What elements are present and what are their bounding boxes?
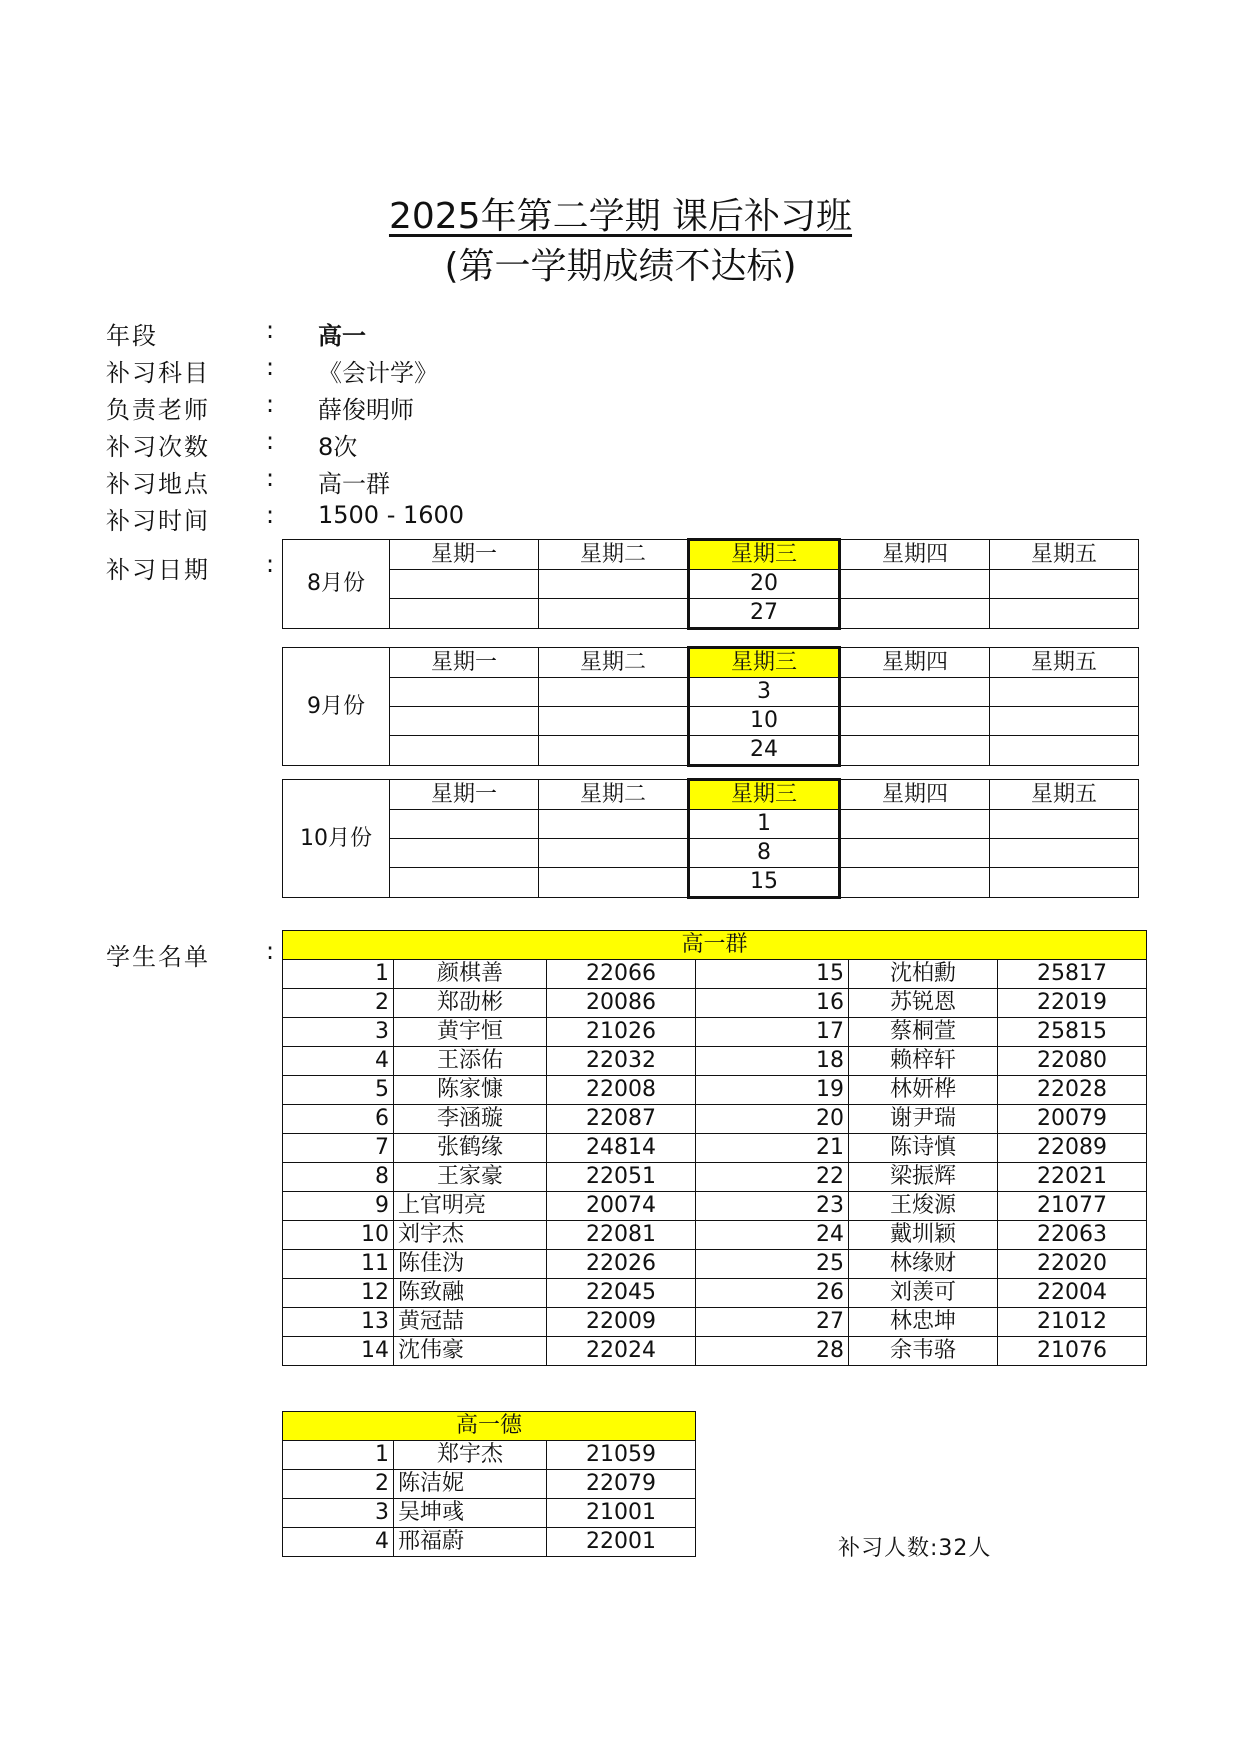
date-row xyxy=(283,810,1139,839)
student-id: 21077 xyxy=(998,1192,1147,1221)
student-name: 梁振辉 xyxy=(849,1163,998,1192)
student-id: 24814 xyxy=(547,1134,696,1163)
student-name: 陈洁妮 xyxy=(394,1470,547,1499)
student-name: 苏锐恩 xyxy=(849,989,998,1018)
info-value: 《会计学》 xyxy=(318,359,438,387)
student-number: 25 xyxy=(696,1250,849,1279)
empty-cell xyxy=(539,707,689,736)
empty-cell xyxy=(390,810,539,839)
date-row xyxy=(283,678,1139,707)
schedule-label: 补习日期 xyxy=(106,556,210,584)
empty-cell xyxy=(539,810,689,839)
empty-cell xyxy=(539,599,689,629)
student-id: 20079 xyxy=(998,1105,1147,1134)
table-row xyxy=(283,989,1147,1018)
date-row xyxy=(283,570,1139,599)
weekday-header: 星期四 xyxy=(840,780,990,810)
student-number: 5 xyxy=(283,1076,394,1105)
student-id: 22008 xyxy=(547,1076,696,1105)
student-number: 21 xyxy=(696,1134,849,1163)
student-id: 22080 xyxy=(998,1047,1147,1076)
empty-cell xyxy=(539,839,689,868)
student-id: 20086 xyxy=(547,989,696,1018)
student-name: 陈家慷 xyxy=(394,1076,547,1105)
table-row xyxy=(283,1441,696,1470)
colon: : xyxy=(266,353,275,381)
student-number: 11 xyxy=(283,1250,394,1279)
student-name: 余韦骆 xyxy=(849,1337,998,1366)
table-row xyxy=(283,1134,1147,1163)
info-value: 8次 xyxy=(318,433,358,461)
table-row xyxy=(283,960,1147,989)
table-row xyxy=(283,1250,1147,1279)
student-id: 22051 xyxy=(547,1163,696,1192)
student-id: 22024 xyxy=(547,1337,696,1366)
weekday-header: 星期五 xyxy=(990,648,1139,678)
student-name: 王焌源 xyxy=(849,1192,998,1221)
info-label: 补习科目 xyxy=(106,359,210,387)
empty-cell xyxy=(539,570,689,599)
table-row xyxy=(283,1470,696,1499)
table-row xyxy=(283,1221,1147,1250)
weekday-header: 星期一 xyxy=(390,780,539,810)
date-row xyxy=(283,599,1139,629)
info-label: 补习时间 xyxy=(106,507,210,535)
info-value: 薛俊明师 xyxy=(318,396,414,424)
date-row xyxy=(283,707,1139,736)
info-value: 1500 - 1600 xyxy=(318,501,465,529)
empty-cell xyxy=(390,707,539,736)
weekday-header: 星期一 xyxy=(390,540,539,570)
student-id: 21001 xyxy=(547,1499,696,1528)
schedule-table-month xyxy=(282,646,1139,767)
empty-cell xyxy=(990,678,1139,707)
student-id: 22020 xyxy=(998,1250,1147,1279)
empty-cell xyxy=(390,570,539,599)
student-name: 王家豪 xyxy=(394,1163,547,1192)
group-name: 高一群 xyxy=(283,931,1147,960)
student-name: 沈柏勳 xyxy=(849,960,998,989)
empty-cell xyxy=(990,599,1139,629)
weekday-header: 星期三 xyxy=(689,540,840,570)
weekday-header: 星期二 xyxy=(539,780,689,810)
table-row xyxy=(283,1076,1147,1105)
empty-cell xyxy=(539,736,689,766)
empty-cell xyxy=(840,868,990,898)
page-subtitle: (第一学期成绩不达标) xyxy=(444,246,797,287)
weekday-row xyxy=(283,780,1139,810)
student-number: 8 xyxy=(283,1163,394,1192)
info-label: 补习次数 xyxy=(106,433,210,461)
session-date: 20 xyxy=(689,570,840,599)
empty-cell xyxy=(840,810,990,839)
session-date: 24 xyxy=(689,736,840,766)
student-number: 18 xyxy=(696,1047,849,1076)
empty-cell xyxy=(390,736,539,766)
empty-cell xyxy=(840,678,990,707)
student-name: 沈伟豪 xyxy=(394,1337,547,1366)
student-id: 21026 xyxy=(547,1018,696,1047)
table-row xyxy=(283,1047,1147,1076)
info-label: 年段 xyxy=(106,322,158,350)
weekday-row xyxy=(283,540,1139,570)
info-value: 高一群 xyxy=(318,470,390,498)
student-number: 20 xyxy=(696,1105,849,1134)
student-number: 4 xyxy=(283,1047,394,1076)
date-row xyxy=(283,839,1139,868)
student-name: 黄冠喆 xyxy=(394,1308,547,1337)
weekday-header: 星期二 xyxy=(539,540,689,570)
table-row xyxy=(283,1499,696,1528)
student-id: 25817 xyxy=(998,960,1147,989)
student-number: 26 xyxy=(696,1279,849,1308)
student-id: 22066 xyxy=(547,960,696,989)
weekday-header: 星期二 xyxy=(539,648,689,678)
student-name: 蔡桐萱 xyxy=(849,1018,998,1047)
empty-cell xyxy=(990,736,1139,766)
empty-cell xyxy=(990,570,1139,599)
student-number: 7 xyxy=(283,1134,394,1163)
page-title xyxy=(0,188,1241,239)
table-row xyxy=(283,1308,1147,1337)
student-name: 戴圳颖 xyxy=(849,1221,998,1250)
date-row xyxy=(283,868,1139,898)
student-number: 6 xyxy=(283,1105,394,1134)
student-name: 李涵璇 xyxy=(394,1105,547,1134)
session-date: 1 xyxy=(689,810,840,839)
group-header-row xyxy=(283,1412,696,1441)
student-number: 16 xyxy=(696,989,849,1018)
weekday-header: 星期一 xyxy=(390,648,539,678)
empty-cell xyxy=(840,570,990,599)
student-number: 2 xyxy=(283,989,394,1018)
weekday-header: 星期五 xyxy=(990,780,1139,810)
student-id: 25815 xyxy=(998,1018,1147,1047)
student-name: 赖梓轩 xyxy=(849,1047,998,1076)
student-name: 黄宇恒 xyxy=(394,1018,547,1047)
student-number: 23 xyxy=(696,1192,849,1221)
session-date: 15 xyxy=(689,868,840,898)
student-table-group2 xyxy=(282,1411,696,1557)
student-number: 3 xyxy=(283,1499,394,1528)
student-id: 21076 xyxy=(998,1337,1147,1366)
empty-cell xyxy=(390,678,539,707)
empty-cell xyxy=(840,839,990,868)
student-number: 10 xyxy=(283,1221,394,1250)
weekday-header: 星期三 xyxy=(689,648,840,678)
weekday-header: 星期四 xyxy=(840,648,990,678)
student-number: 24 xyxy=(696,1221,849,1250)
colon: : xyxy=(266,316,275,344)
student-number: 22 xyxy=(696,1163,849,1192)
student-name: 上官明亮 xyxy=(394,1192,547,1221)
student-name: 王添佑 xyxy=(394,1047,547,1076)
student-number: 19 xyxy=(696,1076,849,1105)
student-number: 13 xyxy=(283,1308,394,1337)
info-label: 负责老师 xyxy=(106,396,210,424)
student-number: 28 xyxy=(696,1337,849,1366)
empty-cell xyxy=(840,736,990,766)
empty-cell xyxy=(390,839,539,868)
student-number: 1 xyxy=(283,960,394,989)
colon: : xyxy=(266,464,275,492)
empty-cell xyxy=(990,868,1139,898)
month-label: 10月份 xyxy=(283,780,390,898)
empty-cell xyxy=(840,599,990,629)
weekday-header: 星期四 xyxy=(840,540,990,570)
student-name: 张鹤缘 xyxy=(394,1134,547,1163)
student-name: 颜棋善 xyxy=(394,960,547,989)
empty-cell xyxy=(990,707,1139,736)
empty-cell xyxy=(390,599,539,629)
student-id: 22026 xyxy=(547,1250,696,1279)
colon: : xyxy=(266,937,275,965)
student-id: 22009 xyxy=(547,1308,696,1337)
student-number: 3 xyxy=(283,1018,394,1047)
title-line1: 2025年第二学期 课后补习班 xyxy=(388,196,853,237)
student-id: 22001 xyxy=(547,1528,696,1557)
student-id: 22089 xyxy=(998,1134,1147,1163)
session-date: 10 xyxy=(689,707,840,736)
empty-cell xyxy=(990,839,1139,868)
student-number: 12 xyxy=(283,1279,394,1308)
empty-cell xyxy=(539,868,689,898)
student-name: 郑劭彬 xyxy=(394,989,547,1018)
table-row xyxy=(283,1279,1147,1308)
student-id: 21059 xyxy=(547,1441,696,1470)
student-id: 22021 xyxy=(998,1163,1147,1192)
student-number: 1 xyxy=(283,1441,394,1470)
student-name: 刘宇杰 xyxy=(394,1221,547,1250)
student-name: 谢尹瑞 xyxy=(849,1105,998,1134)
student-number: 2 xyxy=(283,1470,394,1499)
schedule-table-month xyxy=(282,778,1139,899)
student-id: 22079 xyxy=(547,1470,696,1499)
student-id: 21012 xyxy=(998,1308,1147,1337)
schedule-table-month xyxy=(282,538,1139,630)
student-id: 22045 xyxy=(547,1279,696,1308)
student-number: 15 xyxy=(696,960,849,989)
group-header-row xyxy=(283,931,1147,960)
empty-cell xyxy=(390,868,539,898)
colon: : xyxy=(266,390,275,418)
empty-cell xyxy=(539,678,689,707)
student-id: 22028 xyxy=(998,1076,1147,1105)
table-row xyxy=(283,1018,1147,1047)
student-name: 陈诗慎 xyxy=(849,1134,998,1163)
weekday-header: 星期五 xyxy=(990,540,1139,570)
student-id: 22063 xyxy=(998,1221,1147,1250)
student-id: 22032 xyxy=(547,1047,696,1076)
table-row xyxy=(283,1105,1147,1134)
student-name: 郑宇杰 xyxy=(394,1441,547,1470)
date-row xyxy=(283,736,1139,766)
student-name: 林妍桦 xyxy=(849,1076,998,1105)
student-name: 邢福蔚 xyxy=(394,1528,547,1557)
group-name: 高一德 xyxy=(283,1412,696,1441)
empty-cell xyxy=(840,707,990,736)
weekday-header: 星期三 xyxy=(689,780,840,810)
session-date: 27 xyxy=(689,599,840,629)
student-id: 20074 xyxy=(547,1192,696,1221)
table-row xyxy=(283,1337,1147,1366)
weekday-row xyxy=(283,648,1139,678)
student-count: 补习人数:32人 xyxy=(838,1536,992,1561)
month-label: 8月份 xyxy=(283,540,390,629)
table-row xyxy=(283,1192,1147,1221)
student-name: 陈致融 xyxy=(394,1279,547,1308)
session-date: 8 xyxy=(689,839,840,868)
student-id: 22087 xyxy=(547,1105,696,1134)
student-number: 27 xyxy=(696,1308,849,1337)
student-id: 22019 xyxy=(998,989,1147,1018)
student-id: 22004 xyxy=(998,1279,1147,1308)
student-number: 4 xyxy=(283,1528,394,1557)
session-date: 3 xyxy=(689,678,840,707)
student-name: 林缘财 xyxy=(849,1250,998,1279)
student-name: 陈佳沩 xyxy=(394,1250,547,1279)
student-table-group1 xyxy=(282,930,1147,1366)
table-row xyxy=(283,1528,696,1557)
students-label: 学生名单 xyxy=(106,943,210,971)
colon: : xyxy=(266,501,275,529)
student-number: 14 xyxy=(283,1337,394,1366)
student-number: 17 xyxy=(696,1018,849,1047)
colon: : xyxy=(266,427,275,455)
month-label: 9月份 xyxy=(283,648,390,766)
empty-cell xyxy=(990,810,1139,839)
student-name: 林忠坤 xyxy=(849,1308,998,1337)
student-id: 22081 xyxy=(547,1221,696,1250)
info-label: 补习地点 xyxy=(106,470,210,498)
student-name: 吴坤彧 xyxy=(394,1499,547,1528)
colon: : xyxy=(266,550,275,578)
student-name: 刘羡可 xyxy=(849,1279,998,1308)
info-value: 高一 xyxy=(318,322,366,350)
student-number: 9 xyxy=(283,1192,394,1221)
table-row xyxy=(283,1163,1147,1192)
